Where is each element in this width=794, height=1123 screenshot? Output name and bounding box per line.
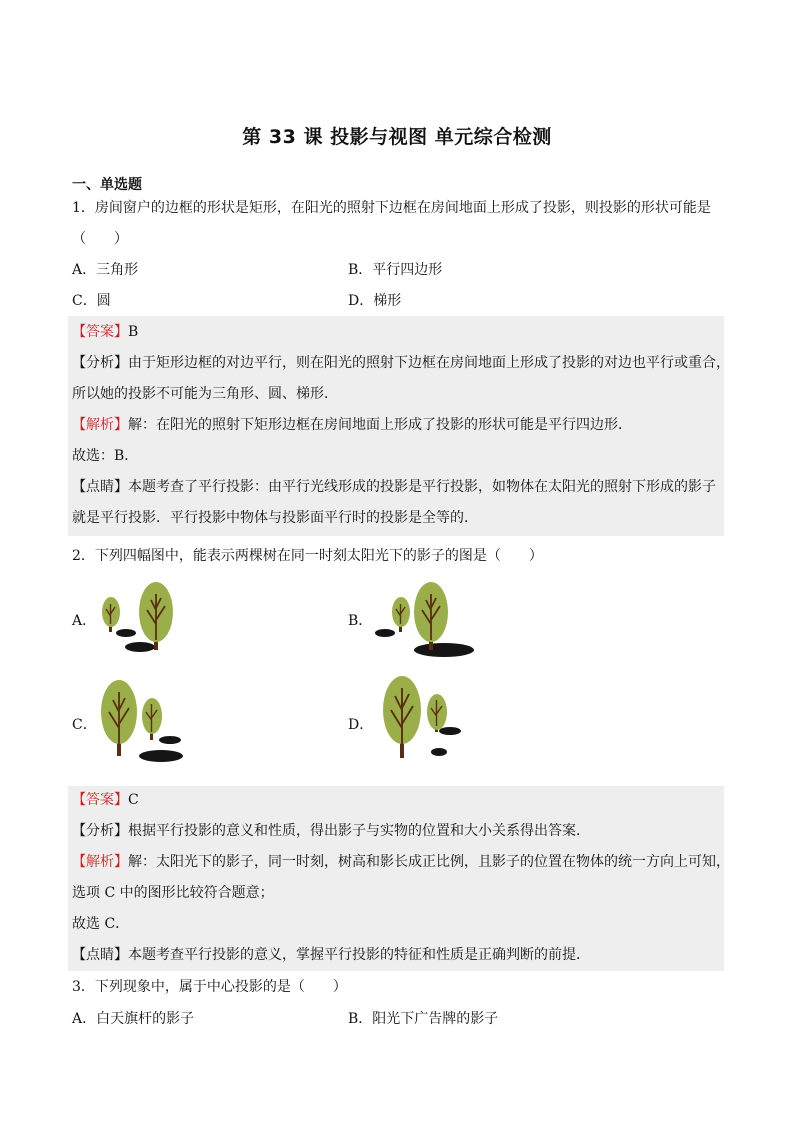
shadow-large	[125, 642, 155, 652]
q2-answer	[72, 790, 139, 810]
q3-stem: 3．下列现象中，属于中心投影的是（ ）	[72, 979, 347, 995]
solution-tag: 【解析】	[72, 854, 128, 870]
solution-text: 解：太阳光下的影子，同一时刻，树高和影长成正比例，且影子的位置在物体的统一方向上可知，	[128, 854, 730, 870]
q1-solution	[72, 415, 632, 435]
q2-choose: 故选 C．	[72, 916, 130, 932]
shadow-small	[159, 736, 181, 744]
q2-stem: 2．下列四幅图中，能表示两棵树在同一时刻太阳光下的影子的图是（ ）	[72, 548, 543, 564]
analysis-tag: 【分析】	[72, 355, 128, 371]
q2-option-a-label: A．	[72, 613, 97, 629]
analysis-tag: 【分析】	[72, 823, 128, 839]
q1-option-b: B．平行四边形	[348, 262, 443, 278]
page-title: 第 33 课 投影与视图 单元综合检测	[242, 126, 552, 148]
q3-option-a: A．白天旗杆的影子	[72, 1011, 195, 1027]
q1-comment-cont: 就是平行投影．平行投影中物体与投影面平行时的投影是全等的．	[72, 510, 478, 526]
answer-value: B	[128, 324, 139, 340]
shadow-small	[116, 629, 136, 637]
large-tree	[383, 676, 421, 758]
q2-figure-a	[95, 580, 195, 660]
solution-tag: 【解析】	[72, 417, 128, 433]
section-heading: 一、单选题	[72, 177, 142, 193]
q3-option-b: B．阳光下广告牌的影子	[348, 1011, 499, 1027]
small-tree	[392, 597, 410, 632]
comment-tag: 【点睛】	[72, 947, 128, 963]
large-tree	[414, 582, 448, 650]
q1-option-a: A．三角形	[72, 262, 139, 278]
answer-value: C	[128, 792, 139, 808]
analysis-text: 根据平行投影的意义和性质，得出影子与实物的位置和大小关系得出答案．	[128, 823, 590, 839]
analysis-text: 由于矩形边框的对边平行，则在阳光的照射下边框在房间地面上形成了投影的对边也平行或重合，	[128, 355, 730, 371]
shadow-small	[431, 748, 447, 756]
large-tree	[101, 680, 137, 756]
large-tree	[139, 582, 173, 650]
q2-answer-box	[68, 786, 724, 971]
small-tree	[102, 597, 120, 632]
q2-figure-b	[370, 578, 480, 660]
q1-stem: 1．房间窗户的边框的形状是矩形，在阳光的照射下边框在房间地面上形成了投影，则投影的形状可能是	[72, 200, 711, 216]
q1-analysis	[72, 353, 730, 373]
shadow-large	[139, 750, 183, 762]
shadow-large	[439, 727, 461, 735]
shadow-small	[375, 629, 395, 637]
q1-option-d: D．梯形	[348, 293, 402, 309]
q2-solution	[72, 852, 730, 872]
small-tree	[142, 698, 162, 740]
q2-analysis	[72, 821, 590, 841]
q1-comment	[72, 477, 716, 497]
answer-tag: 【答案】	[72, 324, 128, 340]
q2-solution-cont: 选项 C 中的图形比较符合题意；	[72, 885, 274, 901]
q1-option-c: C．圆	[72, 293, 111, 309]
q2-figure-c	[95, 678, 195, 768]
answer-tag: 【答案】	[72, 792, 128, 808]
q2-option-b-label: B．	[348, 613, 373, 629]
q1-answer	[72, 322, 138, 342]
q2-comment	[72, 945, 590, 965]
q2-option-d-label: D．	[348, 717, 374, 733]
q2-figure-d	[378, 674, 478, 770]
small-tree	[427, 694, 447, 732]
comment-text: 本题考查了平行投影：由平行光线形成的投影是平行投影，如物体在太阳光的照射下形成的影子	[128, 479, 716, 495]
solution-text: 解：在阳光的照射下矩形边框在房间地面上形成了投影的形状可能是平行四边形．	[128, 417, 632, 433]
comment-text: 本题考查平行投影的意义，掌握平行投影的特征和性质是正确判断的前提．	[128, 947, 590, 963]
q1-choose: 故选：B．	[72, 448, 139, 464]
q1-analysis-cont: 所以她的投影不可能为三角形、圆、梯形．	[72, 386, 338, 402]
q1-stem-paren: （ ）	[72, 231, 128, 247]
comment-tag: 【点睛】	[72, 479, 128, 495]
shadow-large	[414, 643, 474, 657]
q2-option-c-label: C．	[72, 717, 97, 733]
